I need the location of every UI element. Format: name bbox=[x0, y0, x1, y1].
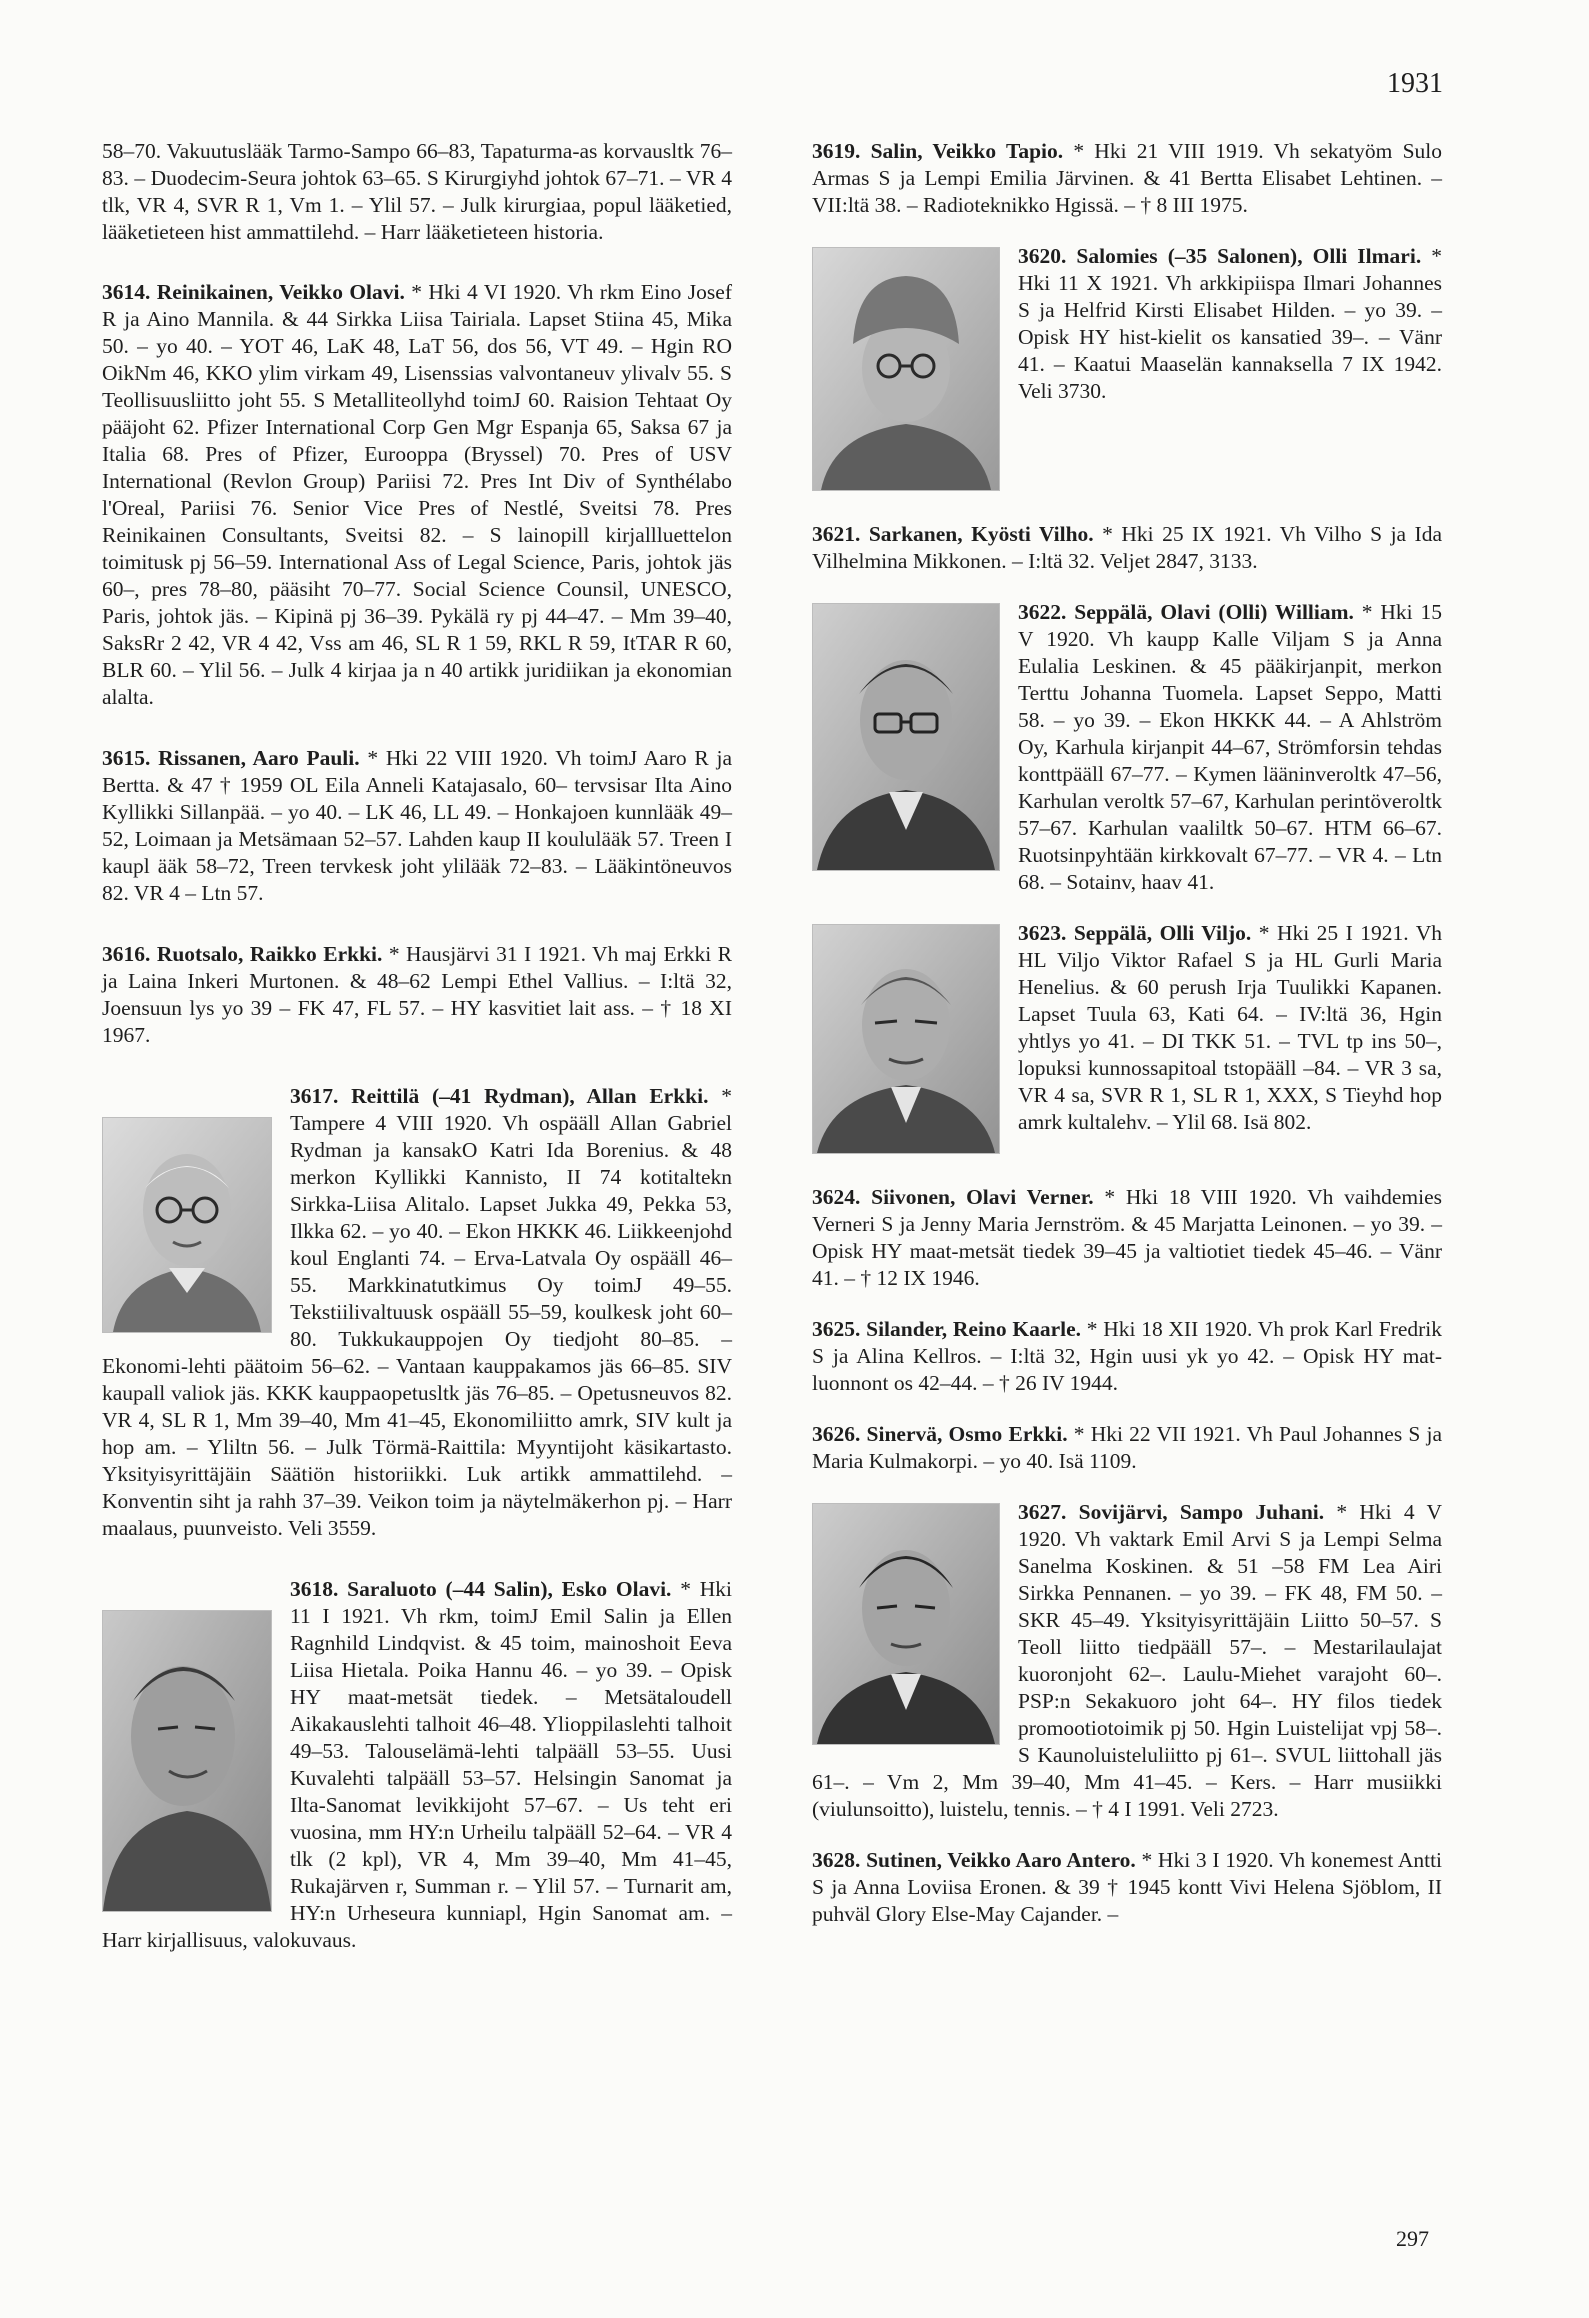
entry-number: 3624. bbox=[812, 1185, 861, 1209]
entry-number: 3614. bbox=[102, 280, 151, 304]
portrait-photo bbox=[812, 603, 1000, 871]
entry-continuation bbox=[102, 138, 732, 246]
entry-number: 3626. bbox=[812, 1422, 861, 1446]
entry-3617 bbox=[102, 1083, 732, 1542]
entry-number: 3615. bbox=[102, 746, 151, 770]
entry-name: Sovijärvi, Sampo Juhani. bbox=[1078, 1500, 1325, 1524]
right-column bbox=[812, 138, 1442, 1928]
entry-text: * Hki 25 IX 1921. Vh Vilho S ja Ida Vilhelmina Mikkonen. – I:ltä 32. Veljet 2847, 3133. bbox=[812, 522, 1443, 573]
entry-number: 3628. bbox=[812, 1848, 861, 1872]
entry-3621 bbox=[812, 521, 1442, 575]
entry-text: * Hki 18 VIII 1920. Vh vaihdemies Verneri S ja Jenny Maria Jernström. & 45 Marjatta Leinonen. – yo 39. – Opisk HY maat-metsät tiedek 39–45 ja valtiotiet tiedek 45–46. – Vänr 41. – † 12 IX 1946. bbox=[812, 1185, 1443, 1290]
entry-number: 3617. bbox=[290, 1084, 339, 1108]
entry-text: * Hki 18 XII 1920. Vh prok Karl Fredrik S ja Alina Kellros. – I:ltä 32, Hgin uusi yk yo 42. – Opisk HY mat-luonnont os 42–44. – † 26 IV 1944. bbox=[812, 1317, 1443, 1395]
entry-3615 bbox=[102, 745, 732, 907]
entry-number: 3619. bbox=[812, 139, 861, 163]
entry-text: * Hki 21 VIII 1919. Vh sekatyöm Sulo Armas S ja Lempi Emilia Järvinen. & 41 Bertta Elisabet Lehtinen. – VII:ltä 38. – Radioteknikko Hgissä. – † 8 III 1975. bbox=[812, 139, 1443, 217]
entry-number: 3618. bbox=[290, 1577, 339, 1601]
entry-3626 bbox=[812, 1421, 1442, 1475]
entry-3623 bbox=[812, 920, 1442, 1160]
entry-3622 bbox=[812, 599, 1442, 896]
entry-number: 3620. bbox=[1018, 244, 1067, 268]
entry-3616 bbox=[102, 941, 732, 1049]
entry-number: 3627. bbox=[1018, 1500, 1067, 1524]
page-number: 297 bbox=[1396, 2226, 1429, 2251]
entry-text: * Hki 11 X 1921. Vh arkkipiispa Ilmari Johannes S ja Helfrid Kirsti Elisabet Hilden. – yo 39. – Opisk HY hist-kielit os kansatied 39–. – Vänr 41. – Kaatui Maaselän kannaksella 7 IX 1942. Veli 3730. bbox=[1018, 244, 1442, 403]
entry-3619 bbox=[812, 138, 1442, 219]
entry-name: Silander, Reino Kaarle. bbox=[866, 1317, 1082, 1341]
entry-name: Sarkanen, Kyösti Vilho. bbox=[868, 522, 1094, 546]
entry-text: * Hki 11 I 1921. Vh rkm, toimJ Emil Salin ja Ellen Ragnhild Lindqvist. & 45 toim, mainoshoit Eeva Liisa Hietala. Poika Hannu 46. – yo 39. – Opisk HY maat-metsät tiedek. – Metsätaloudell Aikakauslehti talhoit 46–48. Ylioppilaslehti talhoit 49–53. Talouselämä-lehti talpääll 53–55. Uusi Kuvalehti talpääll 53–57. Helsingin Sanomat ja Ilta-Sanomat levikkijoht 57–67. – Us teht eri vuosina, mm HY:n Urheilu talpääll 52–64. – VR 4 tlk (2 kpl), VR 4, Mm 39–40, Mm 41–45, Rukajärven r, Summan r. – Ylil 57. – Turnarit am, HY:n Urheseura kunniapl, Hgin Sanomat am. – Harr kirjallisuus, valokuvaus. bbox=[102, 1577, 733, 1952]
entry-name: Siivonen, Olavi Verner. bbox=[871, 1185, 1094, 1209]
entry-3625 bbox=[812, 1316, 1442, 1397]
entry-number: 3622. bbox=[1018, 600, 1067, 624]
entry-number: 3621. bbox=[812, 522, 861, 546]
entry-text: * Hausjärvi 31 I 1921. Vh maj Erkki R ja Laina Inkeri Murtonen. & 48–62 Lempi Ethel Vallius. – I:ltä 32, Joensuun lys yo 39 – FK 47, FL 57. – HY kasvitiet lait ass. – † 18 XI 1967. bbox=[102, 942, 733, 1047]
entry-text: * Hki 15 V 1920. Vh kaupp Kalle Viljam S ja Anna Eulalia Leskinen. & 45 pääkirjanpit, merkon Terttu Johanna Tuomela. Lapset Seppo, Matti 58. – yo 39. – Ekon HKKK 44. – A Ahlström Oy, Karhula kirjanpit 44–67, Strömforsin tehdas konttpääll 67–77. – Kymen lääninveroltk 47–56, Karhulan veroltk 57–67, Karhulan perintöveroltk 57–67. Karhulan vaaliltk 50–67. HTM 66–67. Ruotsinpyhtään kirkkovalt 67–77. – VR 4. – Ltn 68. – Sotainv, haav 41. bbox=[1018, 600, 1443, 894]
entry-name: Reinikainen, Veikko Olavi. bbox=[156, 280, 405, 304]
entry-number: 3616. bbox=[102, 942, 151, 966]
entry-text: * Hki 25 I 1921. Vh HL Viljo Viktor Rafael S ja HL Gurli Maria Henelius. & 60 perush Irja Tuulikki Kapanen. Lapset Tuula 63, Kati 64. – IV:ltä 36, Hgin yhtlys yo 41. – DI TKK 51. – TVL tp ins 50–, lopuksi kunnossapitoal tstopääll –84. – VR 3 sa, VR 4 sa, SVR R 1, SL R 1, XXX, S Tieyhd hop amrk kultalehv. – Ylil 68. Isä 802. bbox=[1018, 921, 1442, 1134]
entry-name: Salomies (–35 Salonen), Olli Ilmari. bbox=[1076, 244, 1422, 268]
entry-name: Rissanen, Aaro Pauli. bbox=[158, 746, 360, 770]
portrait-photo bbox=[812, 1503, 1000, 1745]
entry-number: 3625. bbox=[812, 1317, 861, 1341]
left-column bbox=[102, 138, 732, 1954]
portrait-photo bbox=[812, 924, 1000, 1154]
entry-name: Ruotsalo, Raikko Erkki. bbox=[156, 942, 383, 966]
entry-text: 58–70. Vakuutuslääk Tarmo-Sampo 66–83, Tapaturma-as korvausltk 76–83. – Duodecim-Seura johtok 63–65. S Kirurgiyhd johtok 67–71. – VR 4 tlk, VR 4, SVR R 1, Vm 1. – Ylil 57. – Julk kirurgiaa, popul lääketied, lääketieteen hist ammattilehd. – Harr lääketieteen historia. bbox=[102, 139, 732, 244]
entry-name: Salin, Veikko Tapio. bbox=[870, 139, 1064, 163]
entry-text: * Tampere 4 VIII 1920. Vh ospääll Allan Gabriel Rydman ja kansakO Katri Ida Borenius. & 48 merkon Kyllikki Kannisto, II 74 kotitaltekn Sirkka-Liisa Alitalo. Lapset Jukka 49, Pekka 53, Ilkka 62. – yo 40. – Ekon HKKK 46. Liikkeenjohd koul Englanti 74. – Erva-Latvala Oy ospääll 46–55. Markkinatutkimus Oy toimJ 49–55. Tekstiilivaltuusk ospääll 55–59, koulkesk joht 60–80. Tukkukauppojen Oy tiedjoht 80–85. – Ekonomi-lehti päätoim 56–62. – Vantaan kauppakamos jäs 66–85. SIV kaupall valiok jäs. KKK kauppaopetusltk jäs 76–85. – Opetusneuvos 82. VR 4, SL R 1, Mm 39–40, Mm 41–45, Ekonomiliitto amrk, SIV kult ja hop am. – Yliltn 56. – Julk Törmä-Raittila: Myyntijoht käsikartasto. Yksityisyrittäjäin Säätiön historiikki. Luk artikk ammattilehd. – Konventin siht ja rahh 37–39. Veikon toim ja näytelmäkerhon pj. – Harr maalaus, puunveisto. Veli 3559. bbox=[102, 1084, 733, 1540]
entry-name: Saraluoto (–44 Salin), Esko Olavi. bbox=[347, 1577, 672, 1601]
entry-text: * Hki 4 V 1920. Vh vaktark Emil Arvi S ja Lempi Selma Sanelma Koskinen. & 51 –58 FM Lea Airi Sirkka Pennanen. – yo 39. – FK 48, FM 50. – SKR 45–49. Yksityisyrittäjäin Liitto 50–57. S Teoll liitto tiedpääll 57–. – Mestarilaulajat kuoronjoht 62–. Laulu-Miehet varajoht 60–. PSP:n Sekakuoro joht 64–. HY filos tiedek promootiotoimik pj 50. Hgin Luistelijat vpj 58–. S Kaunoluisteluliitto pj 61–. SVUL liittohall jäs 61–. – Vm 2, Mm 39–40, Mm 41–45. – Kers. – Harr musiikki (viulunsoitto), luistelu, tennis. – † 4 I 1991. Veli 2723. bbox=[812, 1500, 1443, 1821]
entry-name: Seppälä, Olli Viljo. bbox=[1073, 921, 1252, 945]
entry-name: Seppälä, Olavi (Olli) William. bbox=[1074, 600, 1354, 624]
entry-text: * Hki 22 VII 1921. Vh Paul Johannes S ja Maria Kulmakorpi. – yo 40. Isä 1109. bbox=[812, 1422, 1443, 1473]
entry-text: * Hki 22 VIII 1920. Vh toimJ Aaro R ja Bertta. & 47 † 1959 OL Eila Anneli Katajasalo, 60– tervsisar Ilta Aino Kyllikki Sillanpää. – yo 40. – LK 46, LL 49. – Honkajoen kunnlääk 49–52, Loimaan ja Metsämaan 52–57. Lahden kaup II koululääk 57. Treen I kaupl ääk 58–72, Treen tervkesk joht ylilääk 72–83. – Lääkintöneuvos 82. VR 4 – Ltn 57. bbox=[102, 746, 733, 905]
entry-name: Sinervä, Osmo Erkki. bbox=[866, 1422, 1068, 1446]
portrait-photo bbox=[812, 247, 1000, 491]
portrait-photo bbox=[102, 1117, 272, 1333]
entry-3624 bbox=[812, 1184, 1442, 1292]
entry-name: Sutinen, Veikko Aaro Antero. bbox=[866, 1848, 1136, 1872]
entry-3627 bbox=[812, 1499, 1442, 1823]
page-year-header: 1931 bbox=[1387, 68, 1443, 99]
entry-3614 bbox=[102, 279, 732, 711]
entry-text: * Hki 3 I 1920. Vh konemest Antti S ja Anna Loviisa Eronen. & 39 † 1945 kontt Vivi Helena Sjöblom, II puhväl Glory Else-May Cajander. – bbox=[812, 1848, 1443, 1926]
entry-name: Reittilä (–41 Rydman), Allan Erkki. bbox=[351, 1084, 709, 1108]
entry-number: 3623. bbox=[1018, 921, 1067, 945]
entry-3620 bbox=[812, 243, 1442, 497]
portrait-photo bbox=[102, 1610, 272, 1912]
entry-text: * Hki 4 VI 1920. Vh rkm Eino Josef R ja Aino Mannila. & 44 Sirkka Liisa Tairiala. Lapset Stiina 45, Mika 50. – yo 40. – YOT 46, LaK 48, LaT 56, dos 56, VT 49. – Hgin RO OikNm 46, KKO ylim virkam 49, Lisenssias valvontaneuv ylivalv 55. S Teollisuusliitto joht 55. S Metalliteollyhd toimJ 60. Raision Tehtaat Oy pääjoht 62. Pfizer International Corp Gen Mgr Espanja 65, Saksa 67 ja Italia 68. Pres of Pfizer, Eurooppa (Bryssel) 70. Pres of USV International (Revlon Group) Pariisi 72. Pres Int Div of Synthélabo l'Oreal, Pariisi 76. Senior Vice Pres of Nestlé, Sveitsi 78. Pres Reinikainen Consultants, Sveitsi 82. – S lainopill kirjallluettelon toimitusk pj 56–59. International Ass of Legal Science, Paris, johtok jäs 60–, pres 78–80, pääsiht 70–77. Social Science Counsil, UNESCO, Paris, johtok jäs. – Kipinä pj 36–39. Pykälä ry pj 44–47. – Mm 39–40, SaksRr 2 42, VR 4 42, Vss am 46, SL R 1 59, RKL R 59, ItTAR R 60, BLR 60. – Ylil 56. – Julk 4 kirjaa ja n 40 artikk juridiikan ja ekonomian alalta. bbox=[102, 280, 732, 709]
entry-3628 bbox=[812, 1847, 1442, 1928]
entry-3618 bbox=[102, 1576, 732, 1954]
